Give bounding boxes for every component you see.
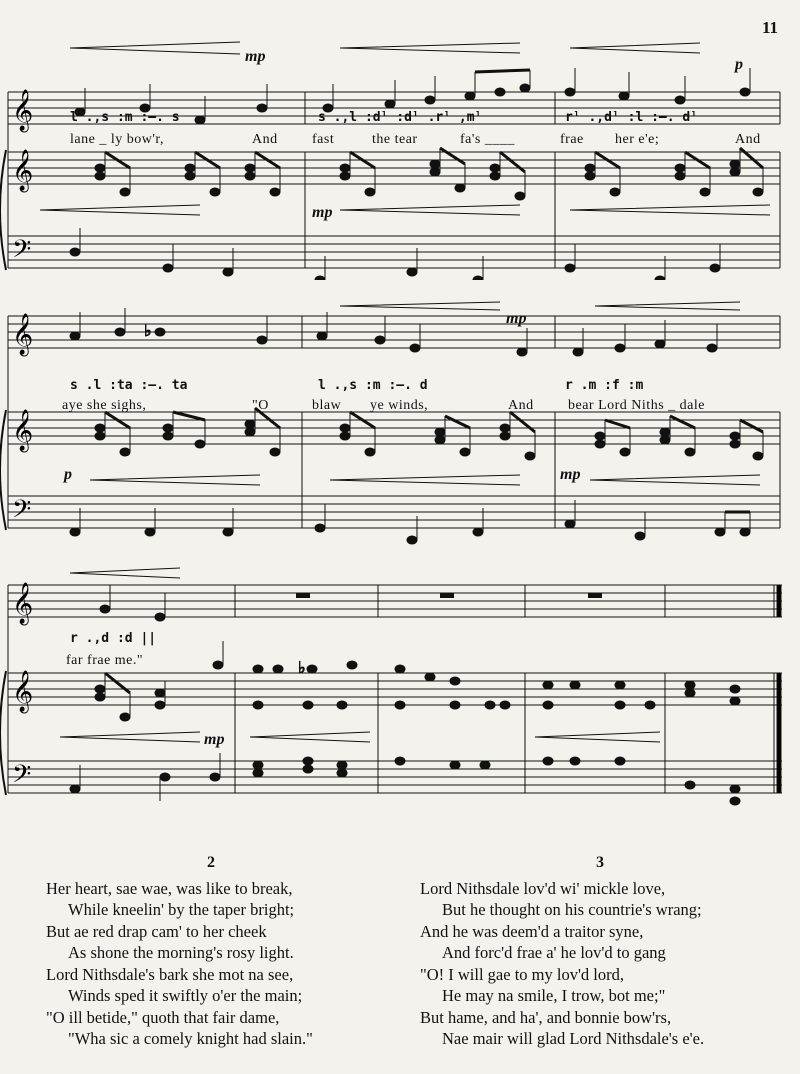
svg-text:𝄞: 𝄞 (12, 583, 34, 624)
lyric-syllable: lane _ ly bow'r, (70, 132, 164, 147)
svg-text:𝄢: 𝄢 (12, 495, 32, 530)
lyric-syllable: the tear (372, 132, 418, 147)
verse-line: He may na smile, I trow, bot me;" (442, 986, 666, 1005)
verse-line: Lord Nithsdale's bark she mot na see, (46, 964, 294, 984)
dynamic-mp: mp (506, 310, 527, 327)
svg-text:𝄞: 𝄞 (12, 90, 34, 131)
page-number: 11 (761, 18, 778, 37)
staff-notation-2 (0, 300, 800, 545)
verse-line: And he was deem'd a traitor syne, (420, 921, 644, 941)
dynamic-p: p (64, 466, 72, 483)
lyric-syllable: "O (252, 398, 269, 413)
verse-line: Her heart, sae wae, was like to break, (46, 878, 293, 898)
svg-text:𝄢: 𝄢 (12, 235, 32, 270)
verse-line: "Wha sic a comely knight had slain." (68, 1029, 313, 1048)
verse-number: 2 (207, 854, 215, 871)
lyric-syllable: blaw (312, 398, 342, 413)
staff-notation-1 (0, 40, 800, 280)
lyric-syllable: her e'e; (615, 132, 660, 147)
verse-line: Lord Nithsdale lov'd wi' mickle love, (420, 878, 666, 898)
staff-notation-3 (0, 565, 800, 835)
verse-line: As shone the morning's rosy light. (68, 943, 294, 962)
verse-line: While kneelin' by the taper bright; (68, 900, 295, 919)
dynamic-p: p (735, 56, 743, 73)
solfa-measure: rˡ .,dˡ :l :—. dˡ (565, 110, 699, 125)
verse-line: And forc'd frae a' he lov'd to gang (442, 943, 666, 962)
svg-text:𝄞: 𝄞 (12, 410, 34, 451)
svg-text:𝄞: 𝄞 (12, 314, 34, 355)
music-system-2 (0, 300, 800, 545)
lyric-syllable: fast (312, 132, 335, 147)
lyric-syllable: aye she sighs, (62, 398, 147, 413)
lyric-syllable: ye winds, (370, 398, 429, 413)
verse-line: But he thought on his countrie's wrang; (442, 900, 702, 919)
verse-line: "O! I will gae to my lov'd lord, (420, 964, 625, 984)
verse-line: But ae red drap cam' to her cheek (46, 921, 267, 941)
solfa-measure: l .,s :m :—. d (318, 378, 428, 393)
solfa-measure: l .,s :m :—. s (70, 110, 180, 125)
verse-line: Winds sped it swiftly o'er the main; (68, 986, 303, 1005)
verse-2 (46, 852, 376, 1050)
lyric-syllable: fa's ____ (460, 132, 515, 147)
dynamic-mp: mp (560, 466, 581, 483)
dynamic-mp: mp (312, 204, 333, 221)
solfa-measure: r .m :f :m (565, 378, 644, 393)
dynamic-mp: mp (204, 731, 225, 748)
solfa-measure: r .,d :d || (70, 631, 157, 646)
music-system-3 (0, 565, 800, 835)
music-system-1 (0, 40, 800, 280)
lyric-syllable: frae (560, 132, 584, 147)
verse-number: 3 (596, 854, 604, 871)
dynamic-mp: mp (245, 48, 266, 65)
lyric-syllable: And (252, 132, 278, 147)
lyric-syllable: far frae me." (66, 653, 144, 668)
solfa-measure: s .,l :dˡ :dˡ .rˡ ,mˡ (318, 110, 483, 125)
verse-line: Nae mair will glad Lord Nithsdale's e'e. (442, 1029, 705, 1048)
verse-line: But hame, and ha', and bonnie bow'rs, (420, 1007, 672, 1027)
svg-text:𝄞: 𝄞 (12, 150, 34, 191)
svg-text:𝄞: 𝄞 (12, 671, 34, 712)
verse-line: "O ill betide," quoth that fair dame, (46, 1007, 280, 1027)
svg-text:𝄢: 𝄢 (12, 760, 32, 795)
verse-3 (420, 852, 780, 1050)
lyric-syllable: And (735, 132, 761, 147)
svg-text:♭: ♭ (298, 660, 306, 677)
solfa-measure: s .l :ta :—. ta (70, 378, 188, 393)
svg-text:♭: ♭ (144, 323, 152, 340)
lyric-syllable: bear Lord Niths _ dale (568, 398, 705, 413)
lyric-syllable: And (508, 398, 534, 413)
